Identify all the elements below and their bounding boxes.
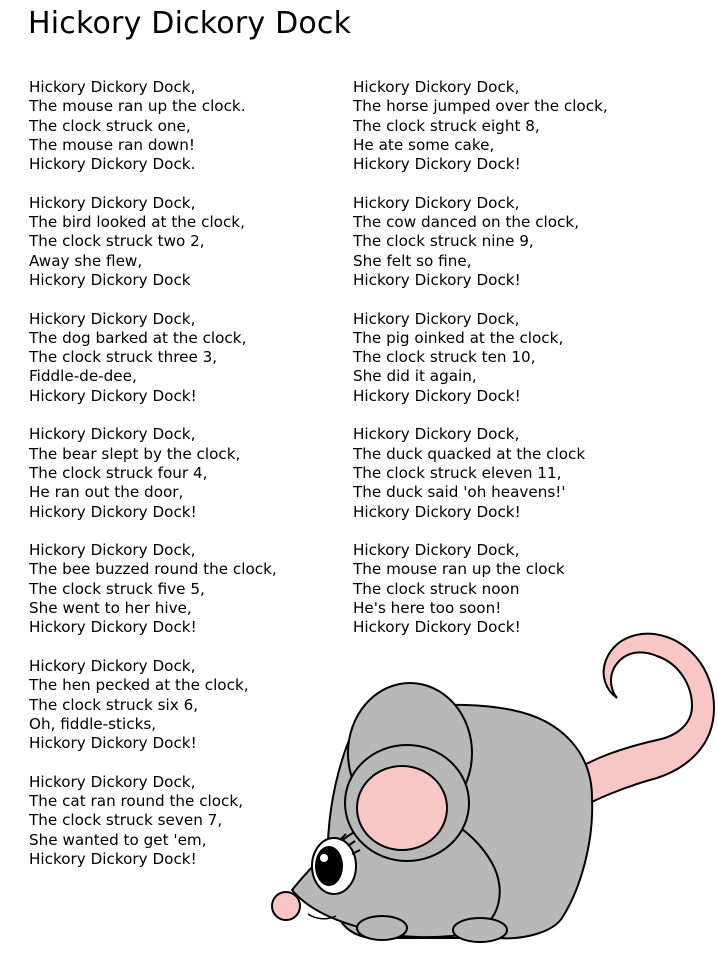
verse-line: Hickory Dickory Dock, xyxy=(29,193,196,212)
verse-line: The clock struck ten 10, xyxy=(353,348,536,367)
verse-line: He's here too soon! xyxy=(353,599,502,618)
verse-line: The clock struck three 3, xyxy=(29,348,218,367)
verse-line: The clock struck noon xyxy=(353,579,520,598)
verse-line: Hickory Dickory Dock, xyxy=(29,541,196,560)
verse-line: She did it again, xyxy=(353,367,477,386)
verse-line: Hickory Dickory Dock! xyxy=(29,386,197,405)
verse-line: Hickory Dickory Dock, xyxy=(29,78,196,96)
verse-line: Hickory Dickory Dock, xyxy=(353,309,520,328)
verse xyxy=(29,78,339,174)
verse-line: Hickory Dickory Dock! xyxy=(29,734,197,753)
verse-line: The duck said 'oh heavens!' xyxy=(353,483,566,502)
verse-line: She wanted to get 'em, xyxy=(29,830,207,849)
verse-line: Hickory Dickory Dock, xyxy=(353,78,520,96)
verse-line: The clock struck seven 7, xyxy=(29,811,223,830)
verse-line: Hickory Dickory Dock, xyxy=(353,541,520,560)
verse xyxy=(353,541,693,637)
verse-line: Oh, fiddle-sticks, xyxy=(29,714,157,733)
verse-line: The bee buzzed round the clock, xyxy=(29,560,277,579)
mouse-nose xyxy=(272,892,300,920)
verse-line: She went to her hive, xyxy=(29,599,192,618)
verse-line: The mouse ran up the clock. xyxy=(29,97,246,116)
verse xyxy=(29,310,339,406)
verse-line: The mouse ran up the clock xyxy=(353,560,565,579)
verse-line: Hickory Dickory Dock, xyxy=(29,772,196,791)
verse xyxy=(29,541,339,637)
verse-line: The clock struck one, xyxy=(29,116,191,135)
verse-line: The pig oinked at the clock, xyxy=(353,328,564,347)
verse-line: Hickory Dickory Dock, xyxy=(353,425,520,444)
verse-line: The mouse ran down! xyxy=(29,135,195,154)
mouse-pupil xyxy=(315,846,343,886)
verse-line: The bird looked at the clock, xyxy=(29,213,245,232)
verse xyxy=(353,194,693,290)
verse-line: Away she flew, xyxy=(29,251,143,270)
verse-line: Hickory Dickory Dock! xyxy=(353,502,521,521)
verse-line: The horse jumped over the clock, xyxy=(353,97,608,116)
verse-line: Hickory Dickory Dock! xyxy=(353,618,521,637)
verse-line: The bear slept by the clock, xyxy=(29,444,241,463)
verse-line: The cow danced on the clock, xyxy=(353,213,580,232)
verse-line: The dog barked at the clock, xyxy=(29,328,247,347)
verse-line: Hickory Dickory Dock! xyxy=(29,502,197,521)
verse-line: Hickory Dickory Dock. xyxy=(29,155,196,174)
verse-line: The clock struck two 2, xyxy=(29,232,205,251)
mouse-icon xyxy=(262,628,718,957)
verse-line: Hickory Dickory Dock, xyxy=(353,193,520,212)
verse-line: Fiddle-de-dee, xyxy=(29,367,137,386)
verse-line: The cat ran round the clock, xyxy=(29,791,244,810)
verse-line: Hickory Dickory Dock xyxy=(29,270,191,289)
mouse-ear-inner xyxy=(357,766,447,850)
verse-line: The hen pecked at the clock, xyxy=(29,676,249,695)
verse-line: The clock struck four 4, xyxy=(29,463,208,482)
verse xyxy=(353,310,693,406)
page-title: Hickory Dickory Dock xyxy=(28,6,352,41)
verse-line: She felt so fine, xyxy=(353,251,472,270)
verse-line: The clock struck eight 8, xyxy=(353,116,540,135)
verse-line: The clock struck five 5, xyxy=(29,579,205,598)
verse-line: Hickory Dickory Dock, xyxy=(29,656,196,675)
verse-line: Hickory Dickory Dock! xyxy=(353,270,521,289)
verse-line: Hickory Dickory Dock, xyxy=(29,309,196,328)
verse-line: He ate some cake, xyxy=(353,135,495,154)
verse xyxy=(29,194,339,290)
verse-line: The clock struck eleven 11, xyxy=(353,463,562,482)
right-column xyxy=(353,78,693,657)
verse-line: Hickory Dickory Dock! xyxy=(29,849,197,868)
verse-line: Hickory Dickory Dock! xyxy=(29,618,197,637)
verse-line: The clock struck nine 9, xyxy=(353,232,534,251)
verse-line: The duck quacked at the clock xyxy=(353,444,586,463)
mouse-foot-right xyxy=(453,918,507,942)
verse-line: Hickory Dickory Dock! xyxy=(353,155,521,174)
verse xyxy=(29,425,339,521)
verse xyxy=(353,78,693,174)
verse xyxy=(353,425,693,521)
mouse-foot-left xyxy=(357,916,407,940)
verse-line: The clock struck six 6, xyxy=(29,695,199,714)
verse-line: Hickory Dickory Dock! xyxy=(353,386,521,405)
verse-line: Hickory Dickory Dock, xyxy=(29,425,196,444)
verse-line: He ran out the door, xyxy=(29,483,184,502)
